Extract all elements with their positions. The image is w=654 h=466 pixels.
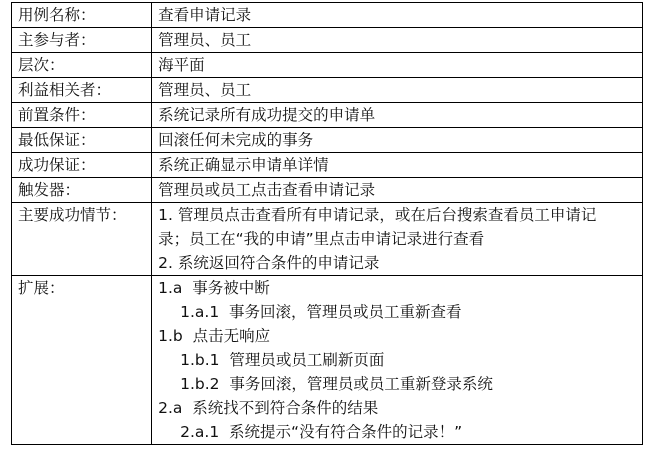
row-success-guarantee xyxy=(12,153,643,178)
main-success-label: 主要成功情节： xyxy=(12,203,152,276)
row-use-case-name xyxy=(12,3,643,28)
row-stakeholders xyxy=(12,78,643,103)
extensions-value xyxy=(152,276,643,445)
extension-subline: 2.a.1 系统提示“没有符合条件的记录！” xyxy=(180,423,463,441)
preconditions-value: 系统记录所有成功提交的申请单 xyxy=(152,103,643,128)
extension-line: 2.a 系统找不到符合条件的结果 xyxy=(158,399,379,417)
extension-subline: 1.b.1 管理员或员工刷新页面 xyxy=(180,351,385,369)
minimal-guarantee-label: 最低保证： xyxy=(12,128,152,153)
main-success-line: 录；员工在“我的申请”里点击申请记录进行查看 xyxy=(158,230,485,248)
primary-actor-value: 管理员、员工 xyxy=(152,28,643,53)
trigger-value: 管理员或员工点击查看申请记录 xyxy=(152,178,643,203)
stakeholders-value: 管理员、员工 xyxy=(152,78,643,103)
success-guarantee-value: 系统正确显示申请单详情 xyxy=(152,153,643,178)
row-extensions xyxy=(12,276,643,445)
extension-line: 1.a 事务被中断 xyxy=(158,279,270,297)
extensions-label: 扩展： xyxy=(12,276,152,445)
level-value: 海平面 xyxy=(152,53,643,78)
main-success-line: 2. 系统返回符合条件的申请记录 xyxy=(158,254,380,272)
preconditions-label: 前置条件： xyxy=(12,103,152,128)
level-label: 层次： xyxy=(12,53,152,78)
extension-subline: 1.b.2 事务回滚，管理员或员工重新登录系统 xyxy=(180,375,493,393)
use-case-name-value: 查看申请记录 xyxy=(152,3,643,28)
trigger-label: 触发器： xyxy=(12,178,152,203)
success-guarantee-label: 成功保证： xyxy=(12,153,152,178)
row-minimal-guarantee xyxy=(12,128,643,153)
extension-line: 1.b 点击无响应 xyxy=(158,327,271,345)
primary-actor-label: 主参与者： xyxy=(12,28,152,53)
row-primary-actor xyxy=(12,28,643,53)
main-success-line: 1. 管理员点击查看所有申请记录，或在后台搜索查看员工申请记 xyxy=(158,206,597,224)
row-trigger xyxy=(12,178,643,203)
row-level xyxy=(12,53,643,78)
extension-subline: 1.a.1 事务回滚，管理员或员工重新查看 xyxy=(180,303,462,321)
row-main-success-scenario xyxy=(12,203,643,276)
minimal-guarantee-value: 回滚任何未完成的事务 xyxy=(152,128,643,153)
row-preconditions xyxy=(12,103,643,128)
use-case-name-label: 用例名称： xyxy=(12,3,152,28)
use-case-table xyxy=(11,2,643,445)
stakeholders-label: 利益相关者： xyxy=(12,78,152,103)
main-success-value xyxy=(152,203,643,276)
